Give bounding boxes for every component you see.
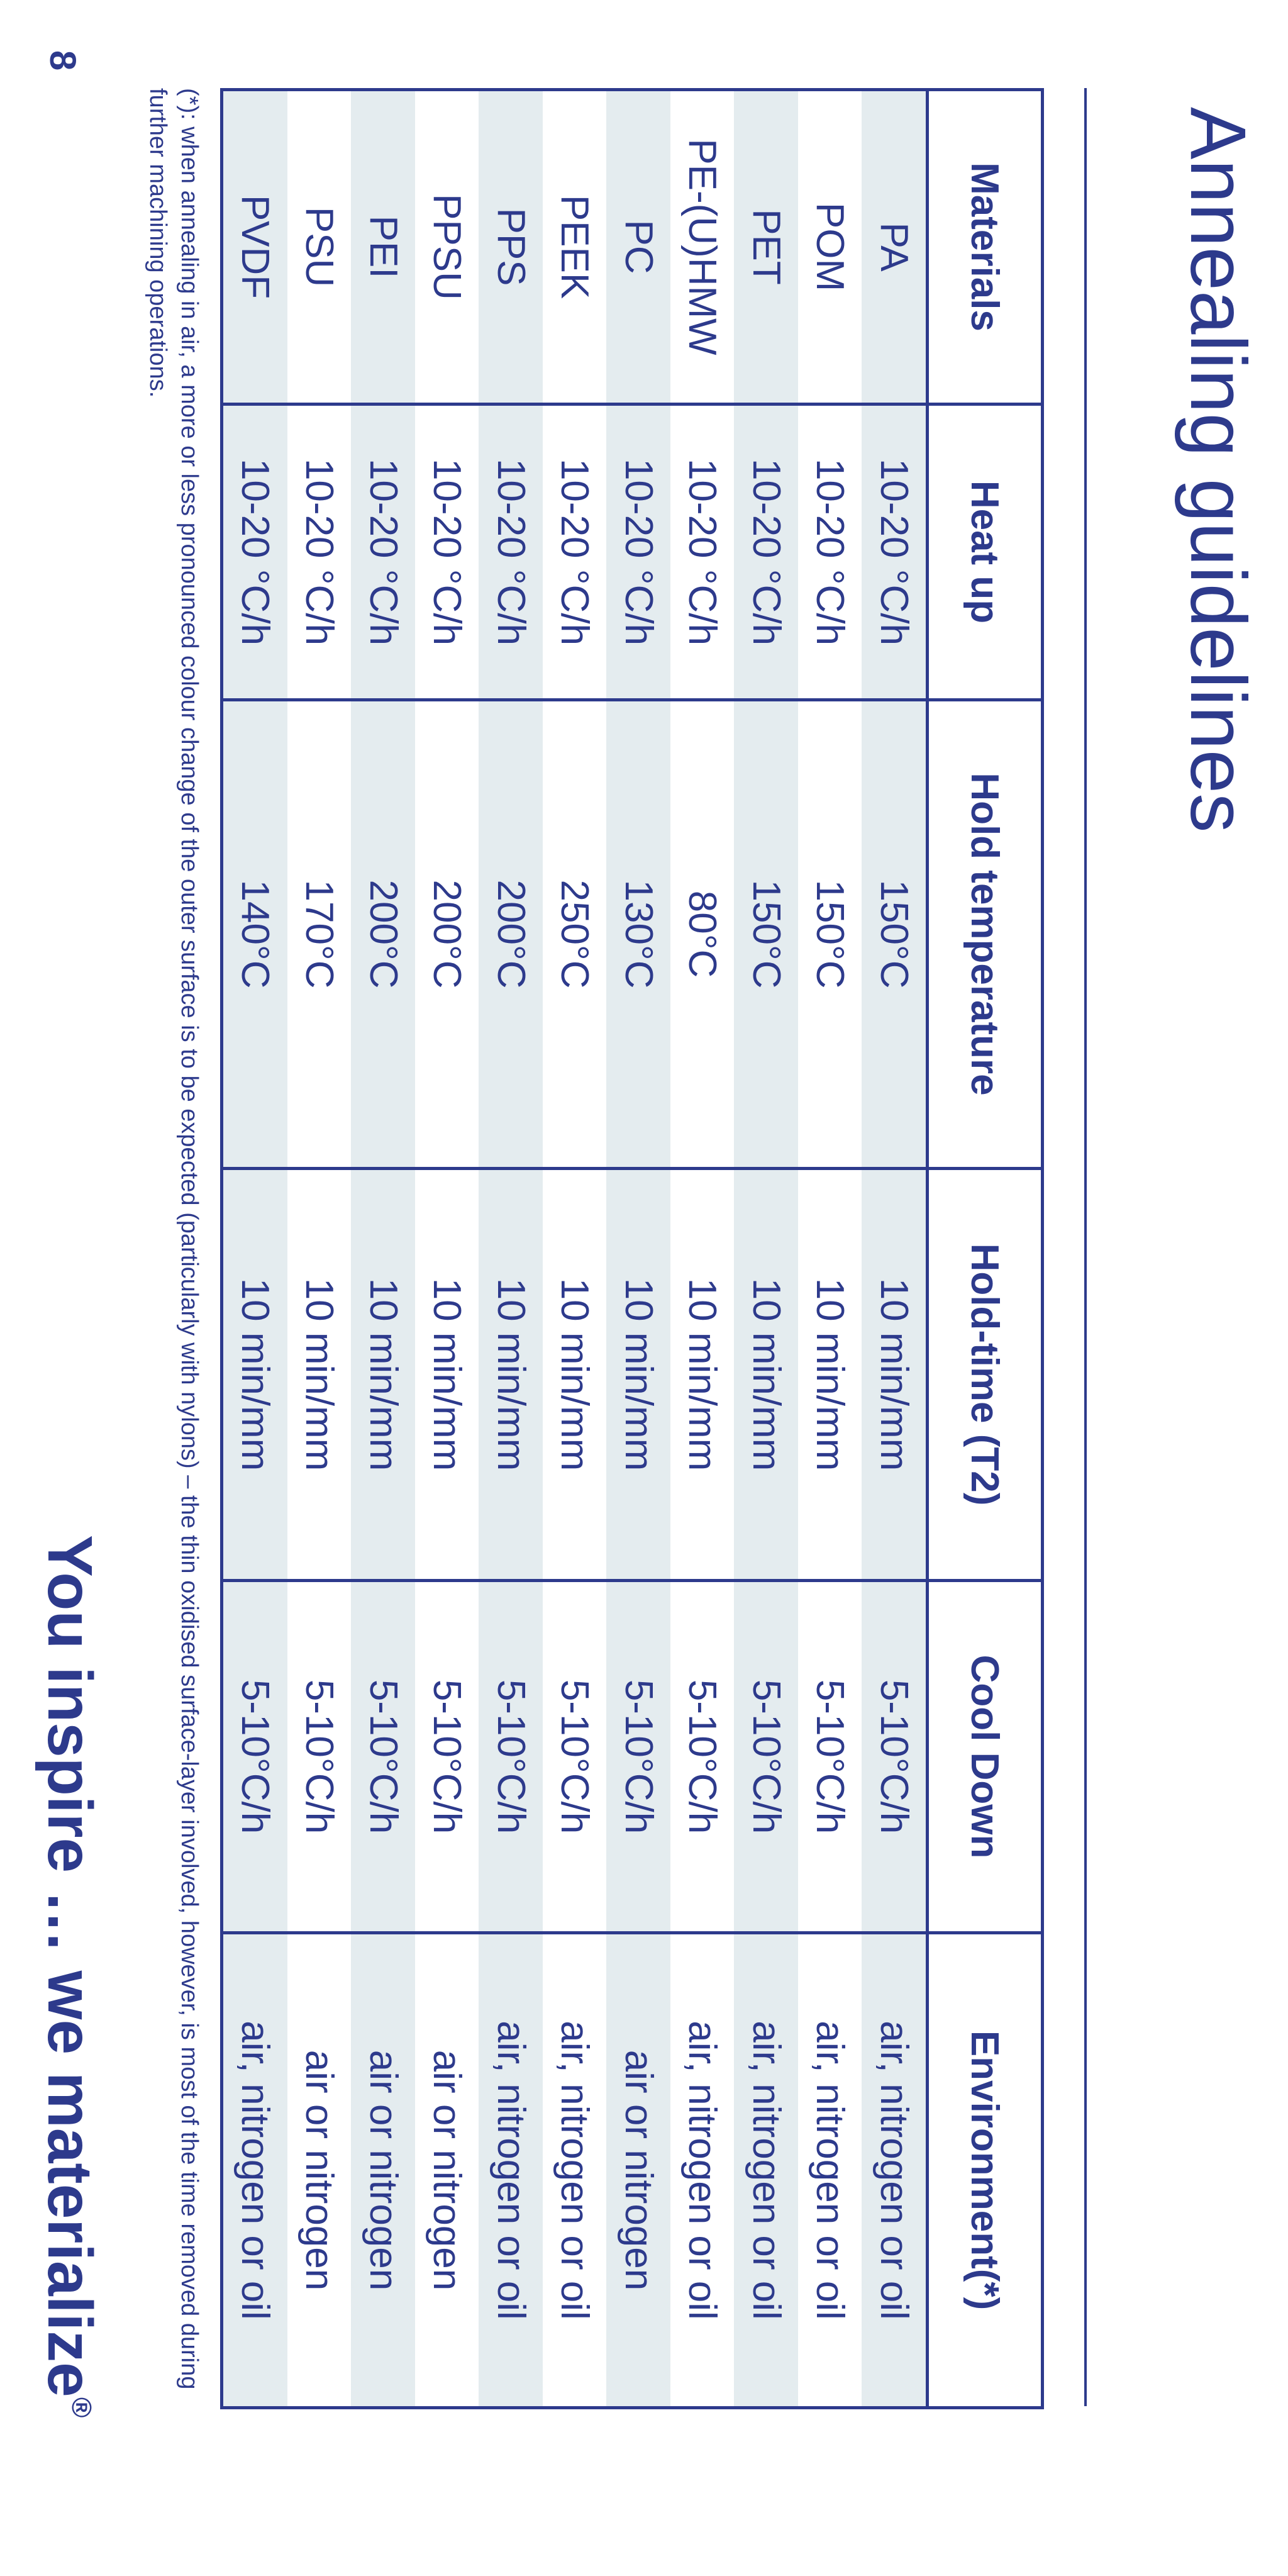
registered-mark: ® xyxy=(66,2397,97,2418)
table-row xyxy=(670,90,735,2408)
column-header-hold-temperature: Hold temperature xyxy=(928,700,1043,1169)
cell-environment: air, nitrogen or oil xyxy=(543,1933,607,2408)
cell-hold-temperature: 200°C xyxy=(351,700,415,1169)
cell-environment: air, nitrogen or oil xyxy=(222,1933,287,2408)
page-number: 8 xyxy=(42,50,83,71)
cell-material: PSU xyxy=(287,90,352,404)
slogan-text: You inspire … we materialize xyxy=(35,1535,105,2397)
table-row xyxy=(287,90,352,2408)
cell-environment: air, nitrogen or oil xyxy=(734,1933,798,2408)
cell-hold-time: 10 min/mm xyxy=(222,1169,287,1581)
column-header-cool-down: Cool Down xyxy=(928,1581,1043,1933)
cell-heat-up: 10-20 °C/h xyxy=(479,404,543,700)
cell-material: PE-(U)HMW xyxy=(670,90,735,404)
cell-hold-temperature: 200°C xyxy=(415,700,479,1169)
cell-environment: air, nitrogen or oil xyxy=(479,1933,543,2408)
cell-material: POM xyxy=(798,90,862,404)
cell-cool-down: 5-10°C/h xyxy=(862,1581,927,1933)
cell-material: PPSU xyxy=(415,90,479,404)
cell-hold-temperature: 150°C xyxy=(862,700,927,1169)
page-title: Annealing guidelines xyxy=(1174,107,1262,833)
cell-hold-time: 10 min/mm xyxy=(287,1169,352,1581)
cell-hold-time: 10 min/mm xyxy=(862,1169,927,1581)
table-header-row xyxy=(928,90,1043,2408)
table-row xyxy=(222,90,287,2408)
cell-hold-temperature: 250°C xyxy=(543,700,607,1169)
cell-hold-time: 10 min/mm xyxy=(351,1169,415,1581)
cell-material: PEI xyxy=(351,90,415,404)
cell-material: PA xyxy=(862,90,927,404)
cell-material: PPS xyxy=(479,90,543,404)
slogan xyxy=(33,1535,106,2417)
cell-environment: air, nitrogen or oil xyxy=(670,1933,735,2408)
cell-environment: air or nitrogen xyxy=(351,1933,415,2408)
table-row xyxy=(543,90,607,2408)
cell-hold-temperature: 80°C xyxy=(670,700,735,1169)
table-row xyxy=(734,90,798,2408)
cell-heat-up: 10-20 °C/h xyxy=(798,404,862,700)
cell-material: PVDF xyxy=(222,90,287,404)
cell-hold-temperature: 130°C xyxy=(606,700,670,1169)
cell-heat-up: 10-20 °C/h xyxy=(287,404,352,700)
cell-environment: air or nitrogen xyxy=(415,1933,479,2408)
cell-hold-time: 10 min/mm xyxy=(734,1169,798,1581)
cell-heat-up: 10-20 °C/h xyxy=(862,404,927,700)
cell-cool-down: 5-10°C/h xyxy=(606,1581,670,1933)
table-row xyxy=(351,90,415,2408)
cell-heat-up: 10-20 °C/h xyxy=(415,404,479,700)
cell-hold-time: 10 min/mm xyxy=(798,1169,862,1581)
cell-hold-temperature: 150°C xyxy=(798,700,862,1169)
cell-cool-down: 5-10°C/h xyxy=(479,1581,543,1933)
column-header-heat-up: Heat up xyxy=(928,404,1043,700)
table-row xyxy=(862,90,927,2408)
footnote: (*): when annealing in air, a more or less pronounced colour change of the outer surface is to be expected (particularly with nylons) – the thin oxidised surface-layer involved, however, is most of the time removed during further machining operations. xyxy=(145,88,203,2390)
cell-heat-up: 10-20 °C/h xyxy=(351,404,415,700)
cell-cool-down: 5-10°C/h xyxy=(543,1581,607,1933)
cell-hold-time: 10 min/mm xyxy=(606,1169,670,1581)
cell-cool-down: 5-10°C/h xyxy=(670,1581,735,1933)
cell-heat-up: 10-20 °C/h xyxy=(543,404,607,700)
cell-hold-time: 10 min/mm xyxy=(670,1169,735,1581)
cell-cool-down: 5-10°C/h xyxy=(798,1581,862,1933)
annealing-table xyxy=(220,88,1044,2409)
cell-material: PEEK xyxy=(543,90,607,404)
cell-heat-up: 10-20 °C/h xyxy=(606,404,670,700)
cell-cool-down: 5-10°C/h xyxy=(351,1581,415,1933)
column-header-materials: Materials xyxy=(928,90,1043,404)
table-row xyxy=(798,90,862,2408)
cell-hold-temperature: 170°C xyxy=(287,700,352,1169)
cell-material: PET xyxy=(734,90,798,404)
cell-cool-down: 5-10°C/h xyxy=(734,1581,798,1933)
cell-heat-up: 10-20 °C/h xyxy=(734,404,798,700)
cell-cool-down: 5-10°C/h xyxy=(222,1581,287,1933)
cell-environment: air, nitrogen or oil xyxy=(798,1933,862,2408)
cell-material: PC xyxy=(606,90,670,404)
cell-environment: air or nitrogen xyxy=(287,1933,352,2408)
cell-hold-time: 10 min/mm xyxy=(479,1169,543,1581)
cell-cool-down: 5-10°C/h xyxy=(415,1581,479,1933)
cell-hold-temperature: 200°C xyxy=(479,700,543,1169)
cell-hold-time: 10 min/mm xyxy=(543,1169,607,1581)
table-body xyxy=(222,90,928,2408)
cell-environment: air, nitrogen or oil xyxy=(862,1933,927,2408)
cell-heat-up: 10-20 °C/h xyxy=(670,404,735,700)
table-row xyxy=(415,90,479,2408)
table-row xyxy=(606,90,670,2408)
cell-hold-temperature: 140°C xyxy=(222,700,287,1169)
cell-environment: air or nitrogen xyxy=(606,1933,670,2408)
column-header-environment: Environment(*) xyxy=(928,1933,1043,2408)
column-header-hold-time: Hold-time (T2) xyxy=(928,1169,1043,1581)
cell-heat-up: 10-20 °C/h xyxy=(222,404,287,700)
cell-hold-temperature: 150°C xyxy=(734,700,798,1169)
title-divider xyxy=(1084,88,1087,2406)
cell-hold-time: 10 min/mm xyxy=(415,1169,479,1581)
cell-cool-down: 5-10°C/h xyxy=(287,1581,352,1933)
table-row xyxy=(479,90,543,2408)
